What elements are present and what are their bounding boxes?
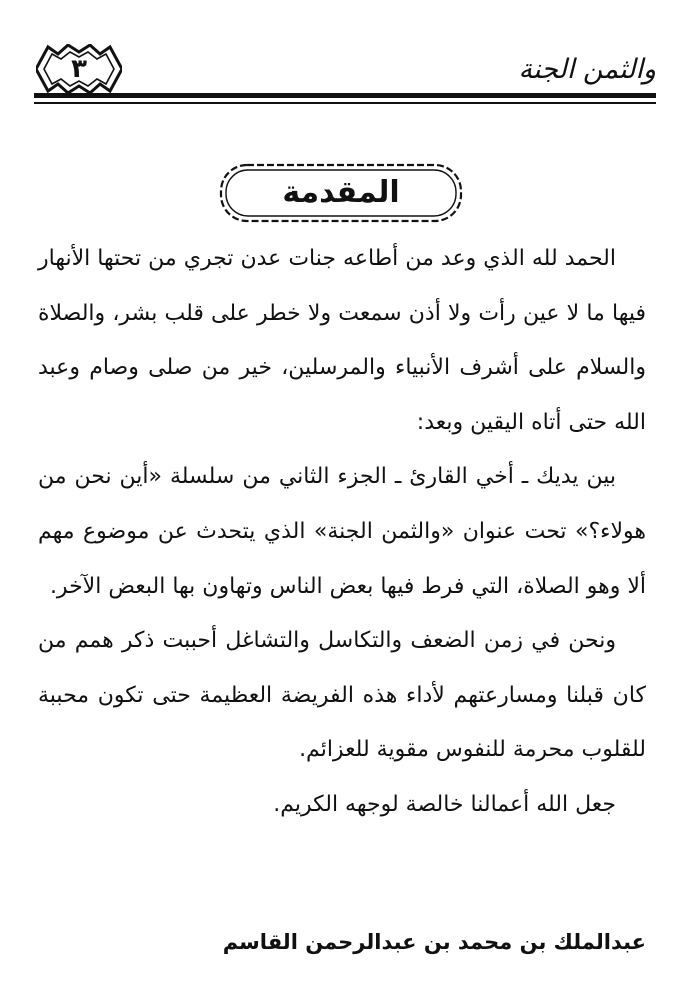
- section-heading: المقدمة: [282, 175, 400, 210]
- section-heading-frame: [216, 160, 466, 226]
- paragraph: بين يديك ـ أخي القارئ ـ الجزء الثاني من سلسلة «أين نحن من هولاء؟» تحت عنوان «والثمن الجنة» الذي يتحدث عن موضوع مهم ألا وهو الصلاة، التي فرط فيها بعض الناس وتهاون بها البعض الآخر.: [38, 464, 646, 599]
- body-text: [38, 232, 646, 833]
- paragraph: جعل الله أعمالنا خالصة لوجهه الكريم.: [273, 791, 616, 817]
- header-rule-thick: [34, 93, 656, 98]
- paragraph: ونحن في زمن الضعف والتكاسل والتشاغل أحببت ذكر همم من كان قبلنا ومسارعتهم لأداء هذه الفريضة العظيمة حتى تكون محببة للقلوب محرمة للنفوس مقوية للعزائم.: [38, 628, 646, 763]
- running-title: والثمن الجنة: [518, 54, 656, 85]
- page-header: [34, 40, 656, 110]
- page-number-badge: [36, 44, 122, 94]
- paragraph: الحمد لله الذي وعد من أطاعه جنات عدن تجري من تحتها الأنهار فيها ما لا عين رأت ولا أذن سمعت ولا خطر على قلب بشر، والصلاة والسلام على أشرف الأنبياء والمرسلين، خير من صلى وصام وعبد الله حتى أتاه اليقين وبعد:: [38, 246, 646, 435]
- author-signature: عبدالملك بن محمد بن عبدالرحمن القاسم: [222, 930, 646, 954]
- page-number: ٣: [71, 54, 87, 84]
- header-rule-thin: [34, 102, 656, 104]
